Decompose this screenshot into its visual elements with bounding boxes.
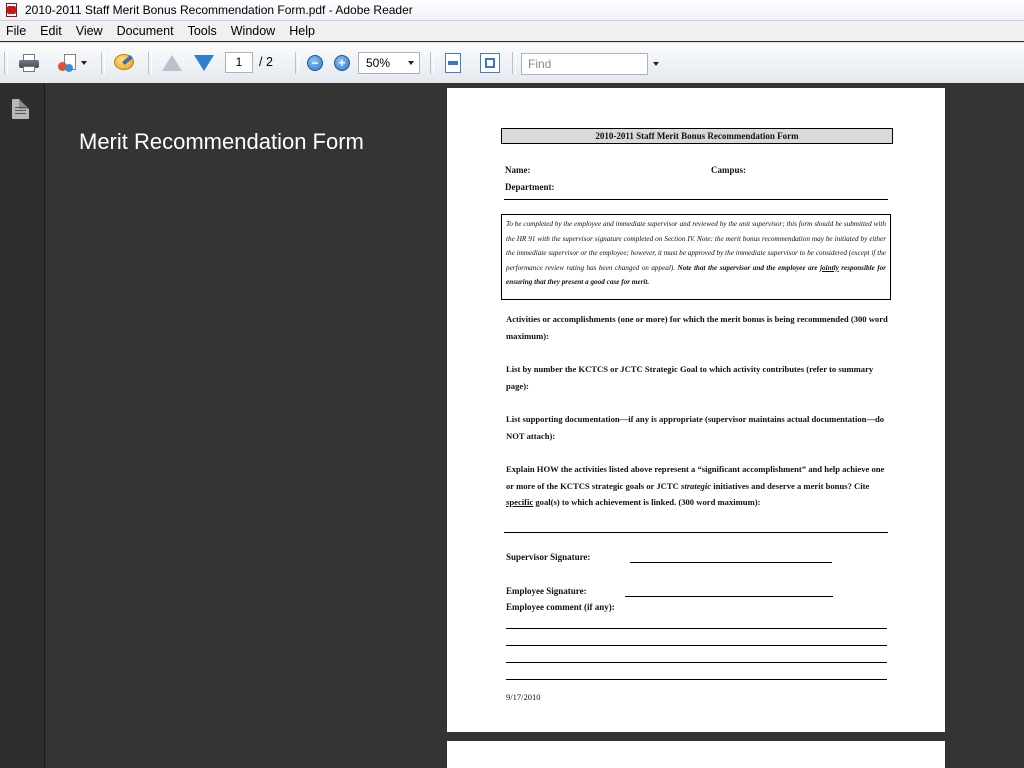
chevron-down-icon (408, 61, 414, 65)
toolbar-separator (101, 52, 105, 74)
explain-specific: specific (506, 497, 534, 507)
adobe-reader-icon (5, 3, 19, 17)
explain-text-3: goal(s) to which achievement is linked. (300 word maximum): (533, 497, 761, 507)
zoom-in-button[interactable] (333, 51, 351, 75)
printer-icon (19, 54, 39, 72)
comment-line (506, 645, 887, 646)
window-title: 2010-2011 Staff Merit Bonus Recommendation Form.pdf - Adobe Reader (25, 3, 413, 17)
title-bar (0, 0, 1024, 21)
employee-signature-line (625, 596, 833, 597)
zoom-value: 50% (366, 56, 391, 70)
print-button[interactable] (17, 51, 41, 75)
supervisor-signature-label: Supervisor Signature: (506, 552, 591, 562)
name-label: Name: (505, 165, 531, 175)
form-date: 9/17/2010 (506, 692, 541, 702)
zoom-out-icon: − (307, 55, 323, 71)
next-page-button[interactable] (192, 51, 216, 75)
find-input[interactable]: Find (521, 53, 648, 75)
menu-tools[interactable]: Tools (187, 24, 217, 38)
employee-signature-label: Employee Signature: (506, 586, 587, 596)
explain-text-2: initiatives and deserve a merit bonus? Cite (711, 480, 870, 491)
menu-window[interactable]: Window (230, 24, 276, 38)
instructions-note-end: responsible for ensuring that they present a good case for merit. (506, 263, 886, 286)
toolbar-separator (295, 52, 299, 74)
find-options-chevron-icon[interactable] (653, 62, 659, 66)
pages-panel-icon[interactable] (12, 99, 29, 119)
toolbar-separator (430, 52, 434, 74)
explain-text: Explain HOW the activities listed above represent a “significant accomplishment” and help achieve one or more of the KCTCS strategic goals or JCTC (506, 464, 885, 491)
arrow-down-icon (194, 55, 214, 71)
menu-help[interactable]: Help (289, 24, 315, 38)
arrow-up-icon (162, 55, 182, 71)
pdf-page-2 (447, 741, 945, 768)
menu-edit[interactable]: Edit (40, 24, 62, 38)
explain-prompt (506, 461, 888, 511)
menu-bar (0, 21, 1024, 41)
page-total: / 2 (259, 55, 273, 69)
zoom-in-icon: + (334, 55, 350, 71)
fit-page-icon (445, 53, 461, 73)
menu-view[interactable]: View (75, 24, 103, 38)
supervisor-signature-line (630, 562, 832, 563)
form-title: 2010-2011 Staff Merit Bonus Recommendation Form (501, 128, 893, 144)
explain-strategic: strategic (680, 480, 712, 491)
comment-line (506, 662, 887, 663)
activities-prompt: Activities or accomplishments (one or more) for which the merit bonus is being recommended (300 word maximum): (506, 314, 888, 341)
fit-page-button[interactable] (442, 51, 464, 75)
strategic-goal-prompt: List by number the KCTCS or JCTC Strategic Goal to which activity contributes (refer to summary page): (506, 364, 874, 391)
zoom-select[interactable] (358, 52, 420, 74)
page-number-input[interactable]: 1 (225, 52, 253, 73)
instructions-text: To be completed by the employee and immediate supervisor and reviewed by the unit supervisor; this form should be submitted with the HR 91 with the supervisor signature completed on Section IV. Note: the merit bonus recommendation may be initiated by either the immediate supervisor or the employee; however, it must be approved by the immediate supervisor to be considered (except if the performance review rating has been changed on appeal). (506, 220, 886, 272)
explain-rule (504, 532, 888, 533)
chevron-down-icon (81, 61, 87, 65)
comment-line (506, 679, 887, 680)
navigation-panel (0, 83, 45, 768)
toolbar-separator (148, 52, 152, 74)
share-button[interactable] (52, 51, 92, 75)
instructions-note: Note that the supervisor and the employee are (677, 263, 820, 272)
menu-document[interactable]: Document (116, 24, 174, 38)
review-button[interactable] (111, 51, 137, 75)
zoom-out-button[interactable] (306, 51, 324, 75)
campus-label: Campus: (711, 165, 747, 175)
review-comment-icon (113, 52, 135, 74)
previous-page-button[interactable] (160, 51, 184, 75)
toolbar (0, 42, 1024, 84)
toolbar-separator (512, 52, 516, 74)
instructions-box (501, 214, 891, 300)
instructions-jointly: jointly (820, 263, 839, 272)
comment-line (506, 628, 887, 629)
share-icon (58, 53, 78, 73)
toolbar-separator (4, 52, 8, 74)
documentation-prompt: List supporting documentation—if any is appropriate (supervisor maintains actual documentation—do NOT attach): (506, 414, 885, 441)
fit-window-icon (480, 53, 500, 73)
pdf-page-1 (447, 88, 945, 732)
fit-window-button[interactable] (478, 51, 502, 75)
menu-file[interactable]: File (6, 24, 27, 38)
slide-title: Merit Recommendation Form (79, 129, 364, 154)
employee-comment-label: Employee comment (if any): (506, 602, 615, 612)
header-rule (504, 199, 888, 200)
department-label: Department: (505, 182, 555, 192)
